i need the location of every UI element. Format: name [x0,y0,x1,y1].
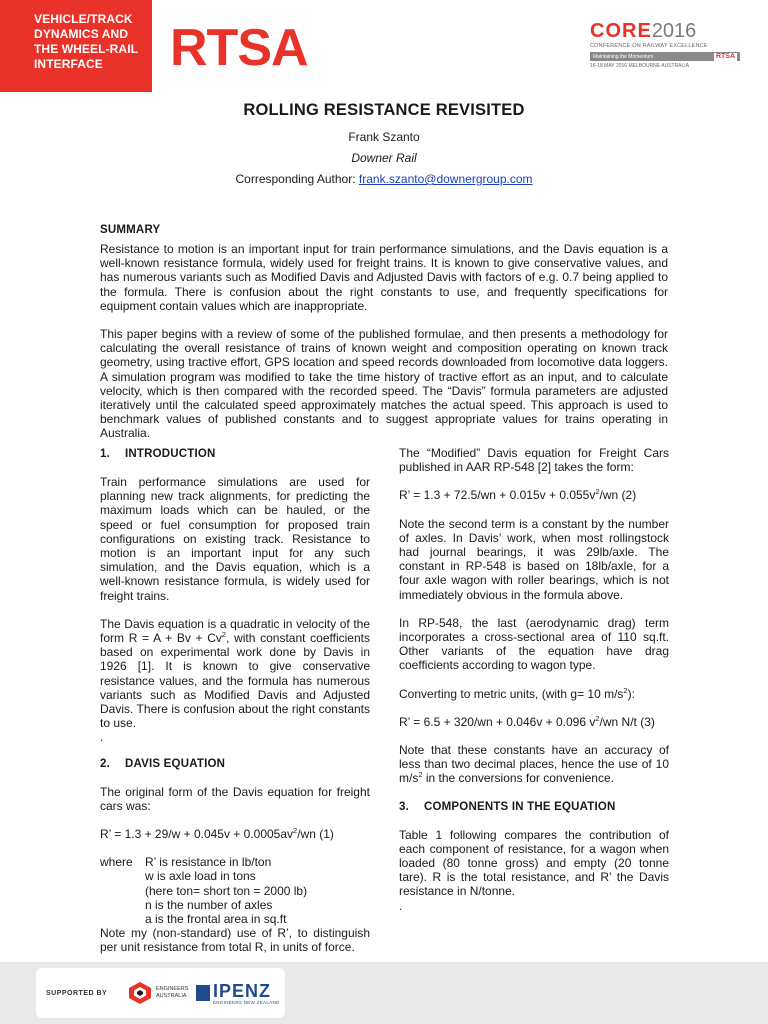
summary-paragraph-2: This paper begins with a review of some of the published formulae, and then presents a methodology for calculating the overall resistance of trains of known weight and composition operating on known track geometry, using tractive effort, GPS location and speed records downloaded from locomotive data loggers. A simulation program was modified to take the time history of tractive effort as an input, and to calculate velocity, which is then compared with the recorded speed. The “Davis” formula parameters are adjusted iteratively until the calculated speed approximately matches the actual speed. This approach is used to benchmark values of published constants and to suggest appropriate values for trains operating in Australia. [100,327,668,441]
where-label: where [100,855,133,870]
intro-paragraph-2: The Davis equation is a quadratic in velocity of the form $R = A + Bv + Cv^2$, with constant coefficients based on experimental work done by Davis in 1926 [1]. It is known to give conservative resistance values, and the formula has numerous variants such as Modified Davis and Adjusted Davis. There is confusion about the right constants to use. [100,616,370,731]
section-number: 1. [100,448,110,460]
rp548-paragraph: In RP-548, the last (aerodynamic drag) term incorporates a cross-sectional area of 110 sq.ft. Other variants of the equation have drag coefficients according to wagon type. [399,615,669,673]
core2016-logo [590,20,740,70]
author-name: Frank Szanto [348,130,420,144]
stray-dot: . [100,730,104,745]
modified-davis-paragraph: The “Modified” Davis equation for Freight Cars published in AAR RP-548 [2] takes the form: [399,446,669,475]
rtsa-logo: RTSA [170,19,308,77]
core-word: CORE [590,20,652,42]
summary-heading: SUMMARY [100,224,161,236]
ipenz-logo [196,982,280,1005]
core-bar-text: Maintaining the Momentum [593,53,654,60]
theme-line: VEHICLE/TRACK [34,12,133,26]
author-email-link[interactable]: frank.szanto@downergroup.com [358,172,533,186]
core-bar-rtsa: RTSA [715,52,735,60]
theme-line: INTERFACE [34,57,103,71]
core-subtitle: CONFERENCE ON RAILWAY EXCELLENCE [590,43,708,49]
ipenz-subtitle: ENGINEERS NEW ZEALAND [213,999,280,1005]
stray-dot: . [399,898,403,913]
notation-note: Note my (non-standard) use of R’, to distinguish per unit resistance from total R, in units of force. [100,926,370,955]
accuracy-paragraph: Note that these constants have an accuracy of less than two decimal places, hence the use of 10 $m/s^2$ in the conversions for convenience. [399,743,669,786]
corresponding-author [0,172,768,186]
equation-1: R’ = $1.3 + 29/w + 0.045v + 0.0005av^2/wn$ (1) [100,826,334,842]
equation-3: R’ = 6.5 + 320/wn + 0.046v + 0.096 $v^2/wn$ N/t (3) [399,713,655,729]
ipenz-icon [196,985,210,1001]
davis-paragraph: The original form of the Davis equation for freight cars was: [100,784,370,813]
corresponding-label: Corresponding Author: [235,172,359,186]
left-column [100,447,370,969]
affiliation: Downer Rail [351,151,417,165]
engineers-australia-icon [128,981,152,1005]
ea-text-line: ENGINEERS [156,986,189,992]
ea-text-line: AUSTRALIA [156,993,187,999]
definition-line: R’ is resistance in lb/ton [145,855,272,870]
supported-by-label: SUPPORTED BY [46,989,108,997]
table-intro-paragraph: Table 1 following compares the contribution of each component of resistance, for a wagon when loaded (80 tonne gross) and empty (20 tonne tare). R is the total resistance, and R’ the Davis resistance in N/tonne. [399,827,669,899]
engineers-australia-logo [128,981,189,1005]
section-number: 2. [100,757,110,770]
metric-conversion-paragraph: Converting to metric units, (with g= 10 $m/s^2$): [399,685,635,701]
core-bar [590,52,740,61]
second-term-paragraph: Note the second term is a constant by the number of axles. In Davis’ work, when most rollingstock had journal bearings, it was 29lb/axle. The constant in RP-548 is based on 18lb/axle, for a four axle wagon with roller bearings, which is not immediately obvious in the formula above. [399,516,669,602]
ipenz-wordmark: IPENZ [213,980,272,1001]
summary-paragraph-1: Resistance to motion is an important input for train performance simulations, and the Davis equation is a well-known resistance formula, widely used for freight trains. It is known to give conservative values, and has numerous variants such as Modified Davis and Adjusted Davis with factors of e.g. 0.7 being applied to the formula. There is confusion about the right constants to use, and frequently specifications for equipment contain values which are inappropriate. [100,242,668,313]
conference-theme-box [0,0,152,92]
definition-line: w is axle load in tons [145,869,256,884]
section-heading-introduction: 1. INTRODUCTION [100,448,216,460]
core-date: 16-18 MAY 2016 MELBOURNE AUSTRALIA [590,63,690,69]
definition-line: (here ton= short ton = 2000 lb) [145,883,308,898]
paper-title: ROLLING RESISTANCE REVISITED [243,101,525,119]
equation-2: R’ = $1.3 + 72.5/wn + 0.015v + 0.055v^2/wn$ (2) [399,487,637,503]
right-column [399,446,669,913]
theme-line: DYNAMICS AND [34,27,129,41]
section-heading-davis-equation: 2. DAVIS EQUATION [100,757,226,770]
definition-line: a is the frontal area in sq.ft [145,912,287,927]
intro-paragraph-1: Train performance simulations are used for planning new track alignments, for predicting the maximum loads which can be hauled, or the speed or fuel consumption for proposed train configurations on existing track. Resistance to motion is an important input for any such simulation, and the Davis equation, which is a well-known resistance formula, is widely used for freight trains. [100,475,370,603]
section-heading-components: 3. COMPONENTS IN THE EQUATION [399,800,616,813]
theme-line: THE WHEEL-RAIL [34,42,139,56]
variable-definitions [100,855,370,926]
section-number: 3. [399,800,409,813]
core-year: 2016 [651,20,697,42]
summary-body [100,242,668,455]
definition-line: n is the number of axles [145,897,273,912]
sponsor-card [36,968,285,1018]
